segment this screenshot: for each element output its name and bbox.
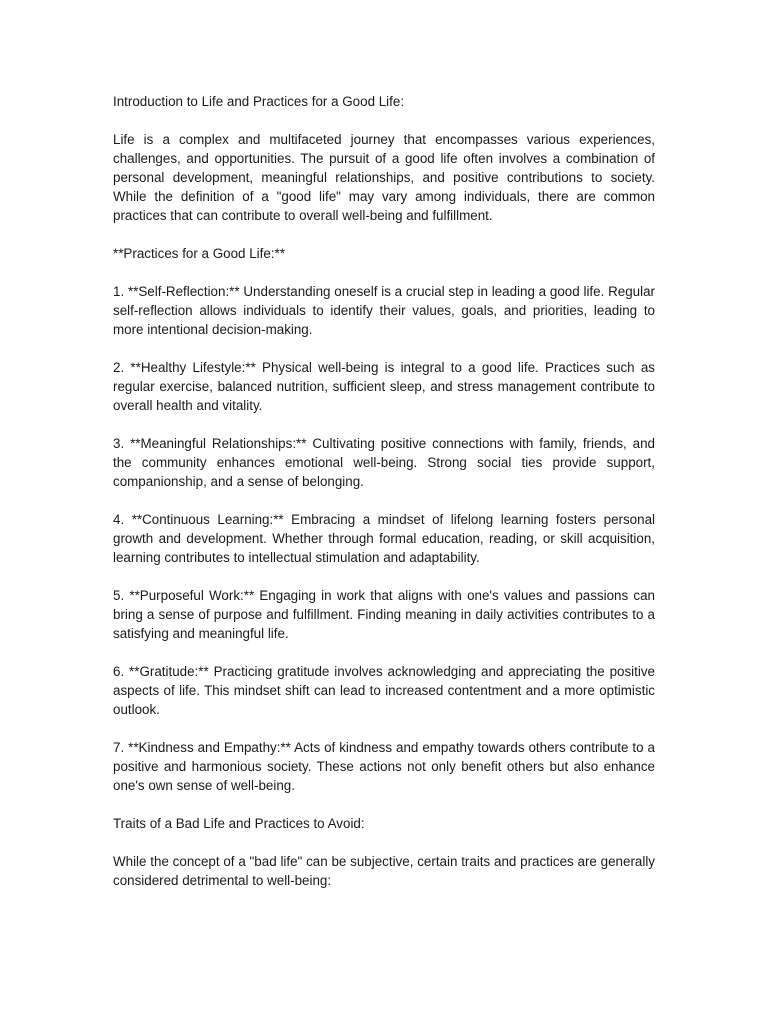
practice-item-gratitude: 6. **Gratitude:** Practicing gratitude involves acknowledging and appreciating the positive aspects of life. This mindset shift can lead to increased contentment and a more optimistic outlook. [113,664,655,717]
practice-item-healthy-lifestyle: 2. **Healthy Lifestyle:** Physical well-being is integral to a good life. Practices such as regular exercise, balanced nutrition, sufficient sleep, and stress management contribute to overall health and vitality. [113,360,655,413]
intro-heading: Introduction to Life and Practices for a Good Life: [113,94,405,109]
practices-heading: **Practices for a Good Life:** [113,246,285,261]
bad-life-heading: Traits of a Bad Life and Practices to Avoid: [113,816,365,831]
document-body [113,92,655,909]
practice-item-continuous-learning: 4. **Continuous Learning:** Embracing a mindset of lifelong learning fosters personal growth and development. Whether through formal education, reading, or skill acquisition, learning contributes to intellectual stimulation and adaptability. [113,512,655,565]
intro-paragraph: Life is a complex and multifaceted journey that encompasses various experiences, challenges, and opportunities. The pursuit of a good life often involves a combination of personal development, meaningful relationships, and positive contributions to society. While the definition of a "good life" may vary among individuals, there are common practices that can contribute to overall well-being and fulfillment. [113,132,655,223]
bad-life-paragraph: While the concept of a "bad life" can be subjective, certain traits and practices are generally considered detrimental to well-being: [113,854,655,888]
practice-item-meaningful-relationships: 3. **Meaningful Relationships:** Cultivating positive connections with family, friends, and the community enhances emotional well-being. Strong social ties provide support, companionship, and a sense of belonging. [113,436,655,489]
practice-item-self-reflection: 1. **Self-Reflection:** Understanding oneself is a crucial step in leading a good life. Regular self-reflection allows individuals to identify their values, goals, and priorities, leading to more intentional decision-making. [113,284,655,337]
practice-item-kindness-empathy: 7. **Kindness and Empathy:** Acts of kindness and empathy towards others contribute to a positive and harmonious society. These actions not only benefit others but also enhance one's own sense of well-being. [113,740,655,793]
practice-item-purposeful-work: 5. **Purposeful Work:** Engaging in work that aligns with one's values and passions can bring a sense of purpose and fulfillment. Finding meaning in daily activities contributes to a satisfying and meaningful life. [113,588,655,641]
